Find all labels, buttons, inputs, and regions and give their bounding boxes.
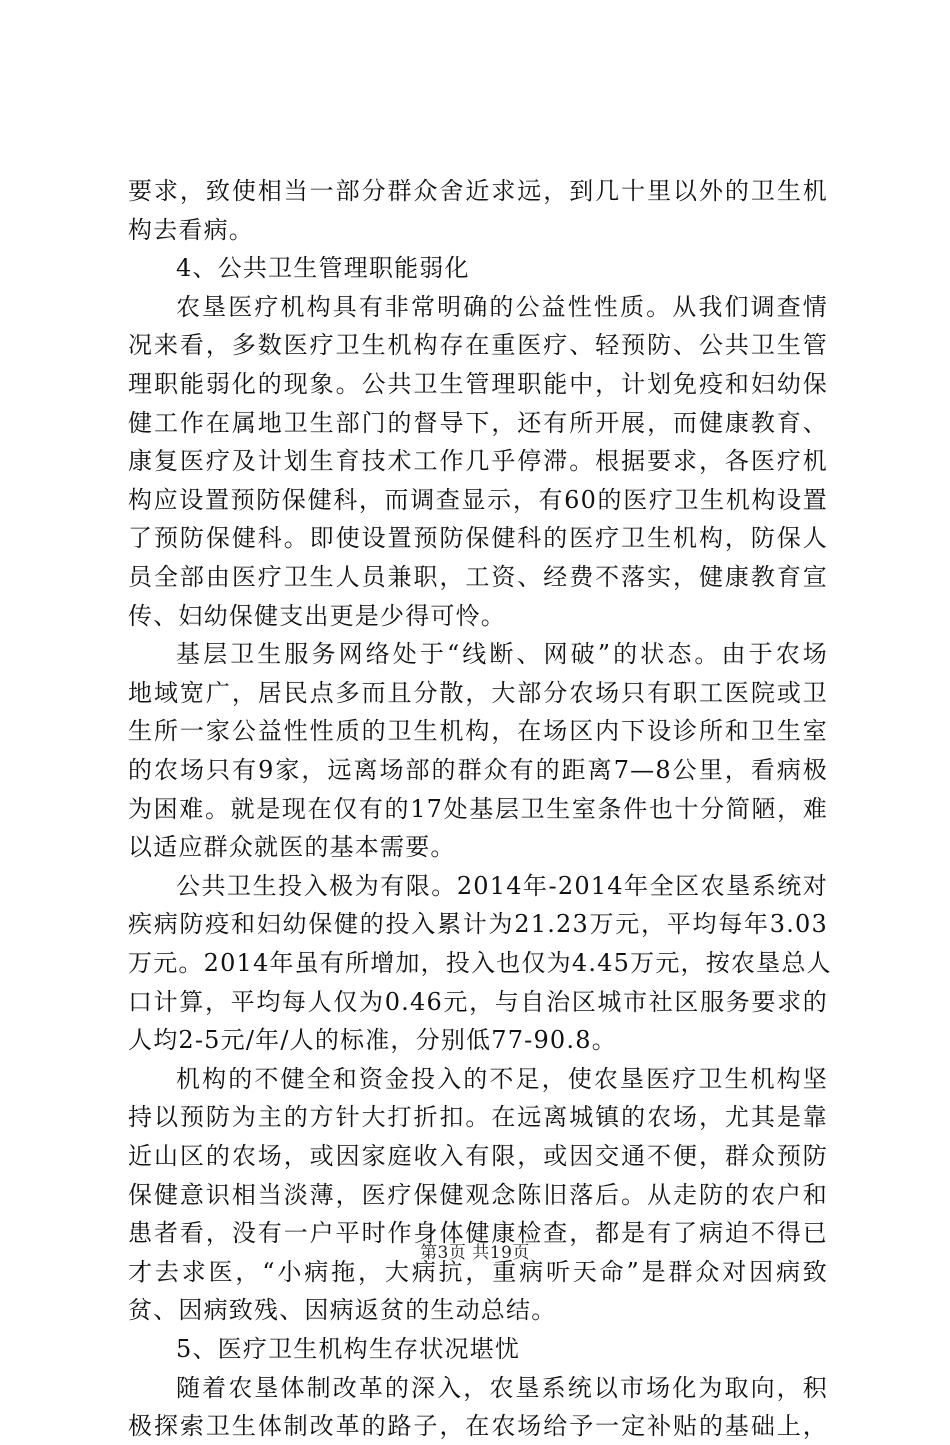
text-line: 保健意识相当淡薄，医疗保健观念陈旧落后。从走防的农户和 — [128, 1181, 828, 1209]
text-line: 持以预防为主的方针大打折扣。在远离城镇的农场，尤其是靠 — [128, 1103, 828, 1131]
text-line: 公共卫生投入极为有限。2014年-2014年全区农垦系统对 — [176, 872, 828, 900]
text-line: 构应设置预防保健科，而调查显示，有60的医疗卫生机构设置 — [128, 486, 828, 514]
text-line: 为困难。就是现在仅有的17处基层卫生室条件也十分简陋，难 — [128, 795, 828, 823]
text-line: 了预防保健科。即使设置预防保健科的医疗卫生机构，防保人 — [128, 524, 828, 552]
text-line: 近山区的农场，或因家庭收入有限，或因交通不便，群众预防 — [128, 1142, 828, 1170]
text-line: 机构的不健全和资金投入的不足，使农垦医疗卫生机构坚 — [176, 1065, 828, 1093]
page-footer: 第3页 共19页 — [420, 1243, 530, 1263]
text-line: 构去看病。 — [128, 216, 254, 244]
text-line: 4、公共卫生管理职能弱化 — [176, 254, 470, 282]
text-line: 万元。2014年虽有所增加，投入也仅为4.45万元，按农垦总人 — [128, 949, 832, 977]
text-line: 员全部由医疗卫生人员兼职，工资、经费不落实，健康教育宣 — [128, 563, 828, 591]
text-line: 以适应群众就医的基本需要。 — [128, 833, 456, 861]
text-line: 5、医疗卫生机构生存状况堪忧 — [176, 1335, 521, 1363]
text-line: 要求，致使相当一部分群众舍近求远，到几十里以外的卫生机 — [128, 177, 828, 205]
text-line: 健工作在属地卫生部门的督导下，还有所开展，而健康教育、 — [128, 409, 828, 437]
text-line: 随着农垦体制改革的深入，农垦系统以市场化为取向，积 — [176, 1374, 828, 1402]
text-line: 疾病防疫和妇幼保健的投入累计为21.23万元，平均每年3.03 — [128, 910, 828, 938]
text-line: 理职能弱化的现象。公共卫生管理职能中，计划免疫和妇幼保 — [128, 370, 828, 398]
text-line: 口计算，平均每人仅为0.46元，与自治区城市社区服务要求的 — [128, 988, 828, 1016]
text-line: 况来看，多数医疗卫生机构存在重医疗、轻预防、公共卫生管 — [128, 331, 828, 359]
text-line: 康复医疗及计划生育技术工作几乎停滞。根据要求，各医疗机 — [128, 447, 828, 475]
text-line: 极探索卫生体制改革的路子，在农场给予一定补贴的基础上， — [128, 1412, 828, 1440]
text-line: 患者看，没有一户平时作身体健康检查，都是有了病迫不得已 — [128, 1219, 828, 1247]
text-line: 基层卫生服务网络处于“线断、网破”的状态。由于农场 — [176, 640, 828, 668]
text-line: 传、妇幼保健支出更是少得可怜。 — [128, 602, 506, 630]
text-line: 地域宽广，居民点多而且分散，大部分农场只有职工医院或卫 — [128, 679, 828, 707]
text-line: 的农场只有9家，远离场部的群众有的距离7—8公里，看病极 — [128, 756, 828, 784]
text-line: 人均2-5元/年/人的标准，分别低77-90.8。 — [128, 1026, 617, 1054]
text-line: 生所一家公益性性质的卫生机构，在场区内下设诊所和卫生室 — [128, 717, 828, 745]
text-line: 贫、因病致残、因病返贫的生动总结。 — [128, 1296, 557, 1324]
text-line: 农垦医疗机构具有非常明确的公益性性质。从我们调查情 — [176, 293, 828, 321]
text-line: 才去求医，“小病拖，大病抗，重病听天命”是群众对因病致 — [128, 1258, 828, 1286]
